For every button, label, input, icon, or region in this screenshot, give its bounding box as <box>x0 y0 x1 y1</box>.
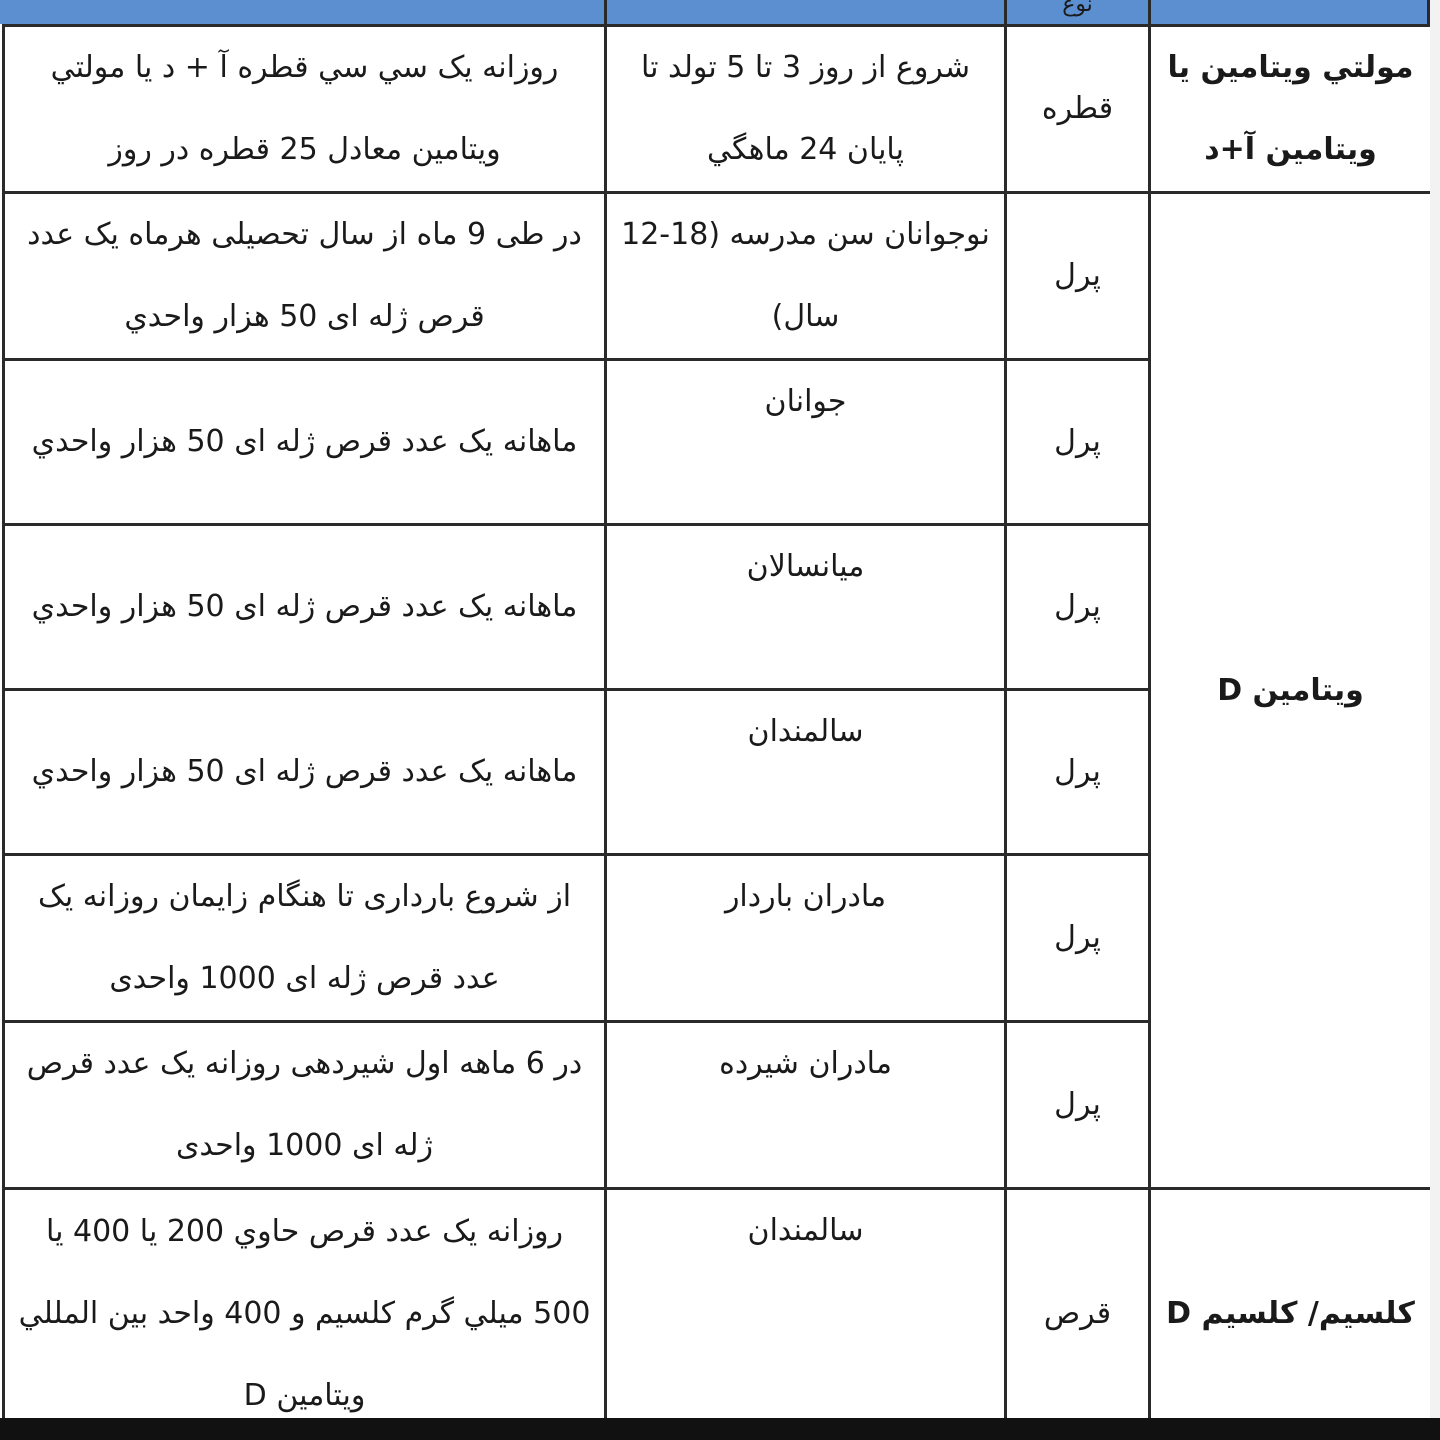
dose-cell: ماهانه يک عدد قرص ژله ای 50 هزار واحدي <box>4 525 606 690</box>
header-form-label: نوع <box>1062 0 1093 17</box>
supplement-cell: ويتامين D <box>1150 193 1432 1189</box>
dose-cell: روزانه يک عدد قرص حاوي 200 يا 400 يا 500 ميلي گرم كلسيم و 400 واحد بين المللي ويتامين D <box>4 1189 606 1439</box>
dose-cell: ماهانه يک عدد قرص ژله ای 50 هزار واحدي <box>4 690 606 855</box>
form-cell: پرل <box>1006 690 1150 855</box>
form-cell: پرل <box>1006 193 1150 360</box>
form-cell: پرل <box>1006 855 1150 1022</box>
page-right-margin <box>1430 0 1440 1418</box>
supplement-cell: مولتي ويتامين يا ويتامين آ+د <box>1150 26 1432 193</box>
dose-cell: در طی 9 ماه از سال تحصیلی هرماه يک عدد قرص ژله ای 50 هزار واحدي <box>4 193 606 360</box>
header-cell-form <box>1004 0 1148 24</box>
dose-cell: روزانه يک سي سي قطره آ + د يا مولتي ويتامين معادل 25 قطره در روز <box>4 26 606 193</box>
group-cell: نوجوانان سن مدرسه (18-12 سال) <box>606 193 1006 360</box>
bottom-bar <box>0 1418 1440 1440</box>
group-cell: جوانان <box>606 360 1006 525</box>
header-cell-group <box>604 0 1004 24</box>
form-cell: پرل <box>1006 1022 1150 1189</box>
supplement-cell: كلسيم/ كلسيم D <box>1150 1189 1432 1439</box>
supplement-table <box>2 24 1433 1440</box>
form-cell: قرص <box>1006 1189 1150 1439</box>
group-cell: سالمندان <box>606 1189 1006 1439</box>
group-cell: مادران شيرده <box>606 1022 1006 1189</box>
table-row <box>4 26 1432 193</box>
dose-cell: در 6 ماهه اول شيردهی روزانه يک عدد قرص ژله ای 1000 واحدی <box>4 1022 606 1189</box>
group-cell: سالمندان <box>606 690 1006 855</box>
group-cell: ميانسالان <box>606 525 1006 690</box>
form-cell: پرل <box>1006 360 1150 525</box>
dose-cell: از شروع بارداری تا هنگام زايمان روزانه يک عدد قرص ژله ای 1000 واحدی <box>4 855 606 1022</box>
group-cell: شروع از روز 3 تا 5 تولد تا پايان 24 ماهگي <box>606 26 1006 193</box>
form-cell: قطره <box>1006 26 1150 193</box>
dose-cell: ماهانه يک عدد قرص ژله ای 50 هزار واحدي <box>4 360 606 525</box>
table-row <box>4 193 1432 360</box>
table-header-strip <box>0 0 1440 24</box>
form-cell: پرل <box>1006 525 1150 690</box>
table-row <box>4 1189 1432 1439</box>
group-cell: مادران باردار <box>606 855 1006 1022</box>
header-cell-supplement <box>1148 0 1430 24</box>
